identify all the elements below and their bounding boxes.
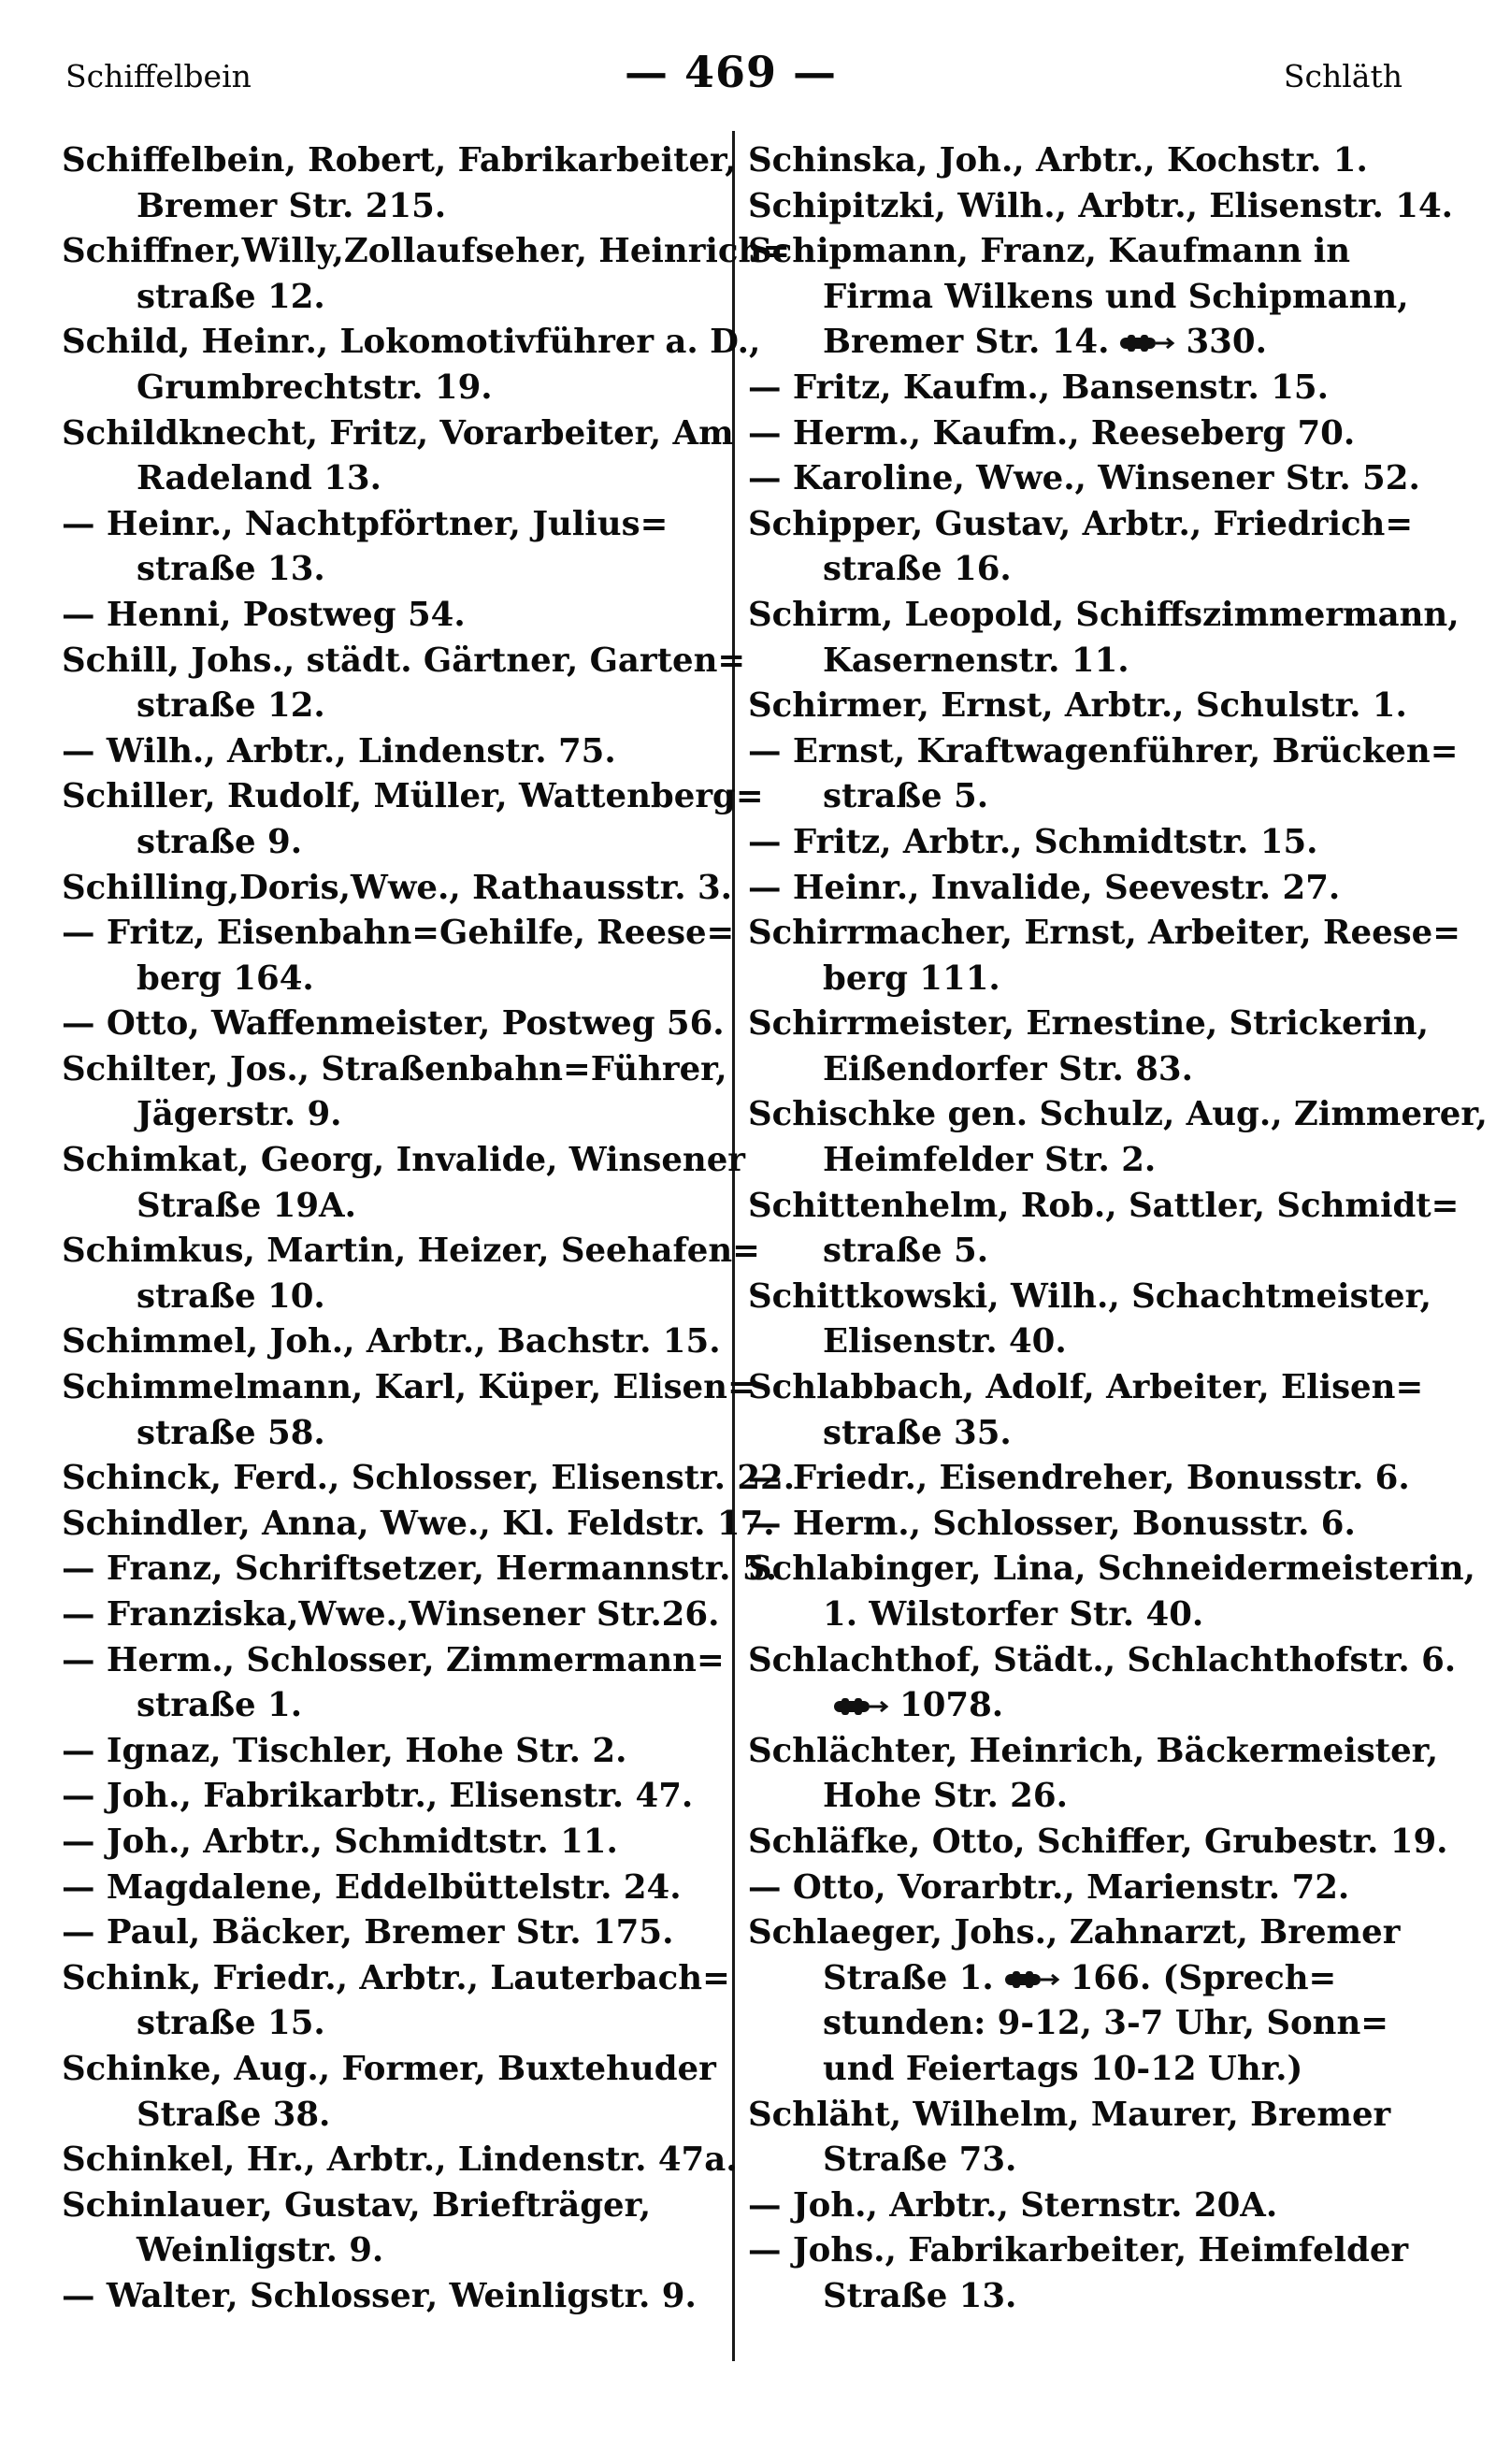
entry-text: Schimmel, Joh., Arbtr., Bachstr. 15.	[62, 1322, 721, 1362]
entry-text: Schischke gen. Schulz, Aug., Zimmerer,	[748, 1095, 1488, 1134]
entry-text: — Wilh., Arbtr., Lindenstr. 75.	[62, 731, 616, 771]
entry-text: 1. Wilstorfer Str. 40.	[823, 1595, 1204, 1634]
entry-text: Schinck, Ferd., Schlosser, Elisenstr. 22.	[62, 1459, 796, 1498]
directory-line	[62, 1910, 722, 1956]
directory-line	[748, 1092, 1488, 1138]
directory-line	[62, 957, 722, 1002]
directory-line	[748, 593, 1460, 639]
directory-line	[62, 184, 722, 230]
directory-line	[62, 1547, 777, 1592]
directory-line	[748, 2047, 1408, 2093]
directory-line	[62, 229, 791, 275]
entry-text: Radeland 13.	[137, 459, 381, 498]
directory-line	[748, 1365, 1424, 1411]
entry-text: Grumbrechtstr. 19.	[137, 367, 493, 407]
header-first-entry: Schiffelbein	[65, 58, 252, 94]
directory-line	[748, 1138, 1408, 1184]
directory-line	[748, 2183, 1408, 2229]
entry-text: Schindler, Anna, Wwe., Kl. Feldstr. 17.	[62, 1504, 775, 1543]
directory-line	[748, 2138, 1408, 2183]
directory-line	[62, 2047, 722, 2093]
entry-text: Schill, Johs., städt. Gärtner, Garten=	[62, 641, 746, 680]
directory-line	[748, 820, 1408, 866]
telephone-icon	[1118, 332, 1176, 354]
directory-line	[748, 1774, 1408, 1820]
entry-text: Schild, Heinr., Lokomotivführer a. D.,	[62, 323, 761, 362]
directory-line	[62, 1820, 722, 1866]
entry-text: Schildknecht, Fritz, Vorarbeiter, Am	[62, 413, 734, 453]
directory-line	[748, 1683, 1408, 1729]
directory-line	[62, 593, 722, 639]
entry-text: — Fritz, Arbtr., Schmidtstr. 15.	[748, 822, 1318, 861]
directory-line	[748, 1638, 1457, 1684]
directory-line	[62, 138, 737, 184]
entry-text: — Herm., Kaufm., Reeseberg 70.	[748, 413, 1356, 453]
directory-line	[62, 729, 722, 775]
entry-text: Schirrmeister, Ernestine, Strickerin,	[748, 1004, 1429, 1044]
directory-line	[62, 2093, 722, 2139]
directory-line	[748, 2228, 1408, 2274]
directory-line	[62, 1866, 722, 1911]
entry-text: Schimkat, Georg, Invalide, Winsener	[62, 1141, 746, 1180]
entry-text: Bremer Str. 215.	[137, 186, 447, 225]
directory-line	[62, 1275, 722, 1320]
entry-text: Schiffner,Willy,Zollaufseher, Heinrich=	[62, 232, 791, 271]
entry-text: straße 35.	[823, 1413, 1012, 1452]
entry-text: straße 15.	[137, 2004, 325, 2043]
directory-line	[748, 1319, 1408, 1365]
entry-text: Hohe Str. 26.	[823, 1777, 1068, 1816]
entry-text: — Friedr., Eisendreher, Bonusstr. 6.	[748, 1459, 1410, 1498]
entry-text: — Herm., Schlosser, Zimmermann=	[62, 1640, 725, 1679]
entry-text: Straße 19A.	[137, 1186, 356, 1225]
directory-line	[62, 275, 722, 321]
directory-line	[748, 1502, 1408, 1548]
directory-line	[748, 866, 1408, 912]
directory-line	[62, 1092, 722, 1138]
directory-line	[748, 229, 1408, 275]
entry-text: Schläfke, Otto, Schiffer, Grubestr. 19.	[748, 1822, 1448, 1861]
entry-text: straße 5.	[823, 777, 989, 816]
entry-text: — Fritz, Kaufm., Bansenstr. 15.	[748, 367, 1329, 407]
entry-text: — Joh., Arbtr., Sternstr. 20A.	[748, 2185, 1278, 2225]
directory-line	[748, 684, 1408, 729]
entry-text: Eißendorfer Str. 83.	[823, 1049, 1193, 1088]
entry-text: straße 13.	[137, 550, 325, 589]
entry-text: — Henni, Postweg 54.	[62, 595, 466, 634]
entry-text: — Karoline, Wwe., Winsener Str. 52.	[748, 459, 1420, 498]
entry-text: Schimkus, Martin, Heizer, Seehafen=	[62, 1232, 760, 1271]
entry-text: Schittkowski, Wilh., Schachtmeister,	[748, 1276, 1432, 1316]
phone-number: 330.	[1186, 323, 1267, 362]
directory-line	[62, 366, 722, 411]
entry-text: straße 12.	[137, 277, 325, 316]
directory-line	[62, 1956, 730, 2002]
directory-line	[748, 1456, 1408, 1502]
entry-text: Schlachthof, Städt., Schlachthofstr. 6.	[748, 1640, 1457, 1679]
entry-text: — Otto, Vorarbtr., Marienstr. 72.	[748, 1867, 1350, 1907]
directory-line	[748, 547, 1408, 593]
directory-line	[748, 2093, 1408, 2139]
directory-line	[62, 820, 722, 866]
page-number: — 469 —	[625, 47, 838, 97]
directory-line	[62, 1729, 722, 1775]
entry-text: Schimmelmann, Karl, Küper, Elisen=	[62, 1368, 755, 1407]
entry-text: — Joh., Fabrikarbtr., Elisenstr. 47.	[62, 1777, 694, 1816]
entry-text: Schinska, Joh., Arbtr., Kochstr. 1.	[748, 141, 1368, 180]
entry-text: Jägerstr. 9.	[137, 1095, 342, 1134]
entry-text: und Feiertags 10-12 Uhr.)	[823, 2049, 1303, 2088]
directory-line	[62, 1774, 722, 1820]
directory-line	[62, 1592, 722, 1638]
directory-line	[748, 1411, 1408, 1457]
entry-text: berg 111.	[823, 958, 1000, 998]
entry-text: Schiffelbein, Robert, Fabrikarbeiter,	[62, 141, 737, 180]
entry-text: — Joh., Arbtr., Schmidtstr. 11.	[62, 1822, 618, 1861]
entry-text: — Franziska,Wwe.,Winsener Str.26.	[62, 1595, 720, 1634]
entry-text: Schinke, Aug., Former, Buxtehuder	[62, 2049, 716, 2088]
entry-text: — Fritz, Eisenbahn=Gehilfe, Reese=	[62, 914, 735, 953]
entry-text: straße 5.	[823, 1232, 989, 1271]
directory-line	[62, 2138, 738, 2183]
directory-line	[748, 1866, 1408, 1911]
entry-text: Straße 73.	[823, 2140, 1017, 2180]
directory-line	[62, 1638, 725, 1684]
telephone-icon	[832, 1695, 890, 1718]
entry-text: Firma Wilkens und Schipmann,	[823, 277, 1409, 316]
directory-line	[748, 957, 1408, 1002]
directory-line	[748, 1001, 1429, 1047]
directory-line	[62, 1229, 760, 1275]
entry-text: — Otto, Waffenmeister, Postweg 56.	[62, 1004, 725, 1044]
entry-text: Schilter, Jos., Straßenbahn=Führer,	[62, 1049, 727, 1088]
directory-line	[748, 1592, 1408, 1638]
directory-line	[62, 1502, 775, 1548]
directory-line	[748, 275, 1408, 321]
directory-line	[748, 2001, 1408, 2047]
entry-text: Schlabinger, Lina, Schneidermeisterin,	[748, 1549, 1475, 1589]
entry-text: Schittenhelm, Rob., Sattler, Schmidt=	[748, 1186, 1460, 1225]
entry-text: straße 12.	[137, 686, 325, 726]
entry-text: Schipper, Gustav, Arbtr., Friedrich=	[748, 504, 1414, 543]
entry-text: straße 10.	[137, 1276, 325, 1316]
telephone-icon	[1003, 1968, 1061, 1991]
directory-line	[62, 866, 733, 912]
entry-text: — Walter, Schlosser, Weinligstr. 9.	[62, 2276, 697, 2315]
directory-line	[62, 2274, 722, 2320]
directory-line	[748, 1229, 1408, 1275]
entry-text: Schlabbach, Adolf, Arbeiter, Elisen=	[748, 1368, 1424, 1407]
directory-line	[62, 411, 734, 457]
phone-number: 166. (Sprech=	[1070, 1958, 1337, 1997]
directory-line	[62, 1184, 722, 1230]
entry-text: Schlaeger, Johs., Zahnarzt, Bremer	[748, 1913, 1401, 1952]
directory-line	[62, 2228, 722, 2274]
directory-line	[62, 911, 735, 957]
entry-text: Schink, Friedr., Arbtr., Lauterbach=	[62, 1958, 730, 1997]
directory-line	[748, 1729, 1439, 1775]
entry-text: Weinligstr. 9.	[137, 2231, 384, 2270]
entry-text: Heimfelder Str. 2.	[823, 1141, 1157, 1180]
entry-text: — Paul, Bäcker, Bremer Str. 175.	[62, 1913, 674, 1952]
entry-text: berg 164.	[137, 958, 314, 998]
directory-line	[748, 729, 1459, 775]
entry-text: Schipitzki, Wilh., Arbtr., Elisenstr. 14.	[748, 186, 1454, 225]
header-last-entry: Schläth	[1283, 58, 1402, 94]
entry-text: — Franz, Schriftsetzer, Hermannstr. 5.	[62, 1549, 777, 1589]
entry-text: — Magdalene, Eddelbüttelstr. 24.	[62, 1867, 682, 1907]
directory-line	[748, 366, 1408, 411]
directory-line	[62, 1319, 722, 1365]
directory-line	[748, 1047, 1408, 1093]
left-column	[62, 138, 796, 2320]
entry-text: Schilling,Doris,Wwe., Rathausstr. 3.	[62, 868, 733, 907]
entry-text: straße 58.	[137, 1413, 325, 1452]
directory-line	[748, 639, 1408, 684]
directory-line	[62, 320, 761, 366]
directory-line	[748, 1956, 1408, 2002]
directory-line	[748, 320, 1408, 366]
right-column	[748, 138, 1488, 2320]
directory-line	[62, 639, 746, 684]
directory-line	[62, 502, 722, 548]
directory-line	[748, 1184, 1460, 1230]
directory-line	[62, 1456, 796, 1502]
entry-text: Schiller, Rudolf, Müller, Wattenberg=	[62, 777, 764, 816]
directory-line	[748, 911, 1461, 957]
page-header	[0, 47, 1496, 103]
directory-line	[748, 2274, 1408, 2320]
entry-text: straße 9.	[137, 822, 303, 861]
directory-line	[62, 684, 722, 729]
directory-line	[748, 138, 1408, 184]
entry-text: stunden: 9-12, 3-7 Uhr, Sonn=	[823, 2004, 1389, 2043]
entry-text: Straße 13.	[823, 2276, 1017, 2315]
entry-text: Schirmer, Ernst, Arbtr., Schulstr. 1.	[748, 686, 1407, 726]
directory-line	[62, 2001, 722, 2047]
entry-text: Schlächter, Heinrich, Bäckermeister,	[748, 1731, 1439, 1770]
entry-text: straße 16.	[823, 550, 1012, 589]
entry-text: Kasernenstr. 11.	[823, 641, 1129, 680]
directory-line	[62, 2183, 722, 2229]
phone-number: 1078.	[899, 1686, 1004, 1725]
entry-text: — Johs., Fabrikarbeiter, Heimfelder	[748, 2231, 1409, 2270]
directory-line	[748, 456, 1420, 502]
directory-line	[748, 1547, 1475, 1592]
directory-line	[62, 547, 722, 593]
directory-line	[748, 184, 1454, 230]
directory-line	[748, 1820, 1448, 1866]
directory-line	[62, 1683, 722, 1729]
entry-text: — Herm., Schlosser, Bonusstr. 6.	[748, 1504, 1356, 1543]
directory-line	[62, 1365, 755, 1411]
entry-text: Straße 38.	[137, 2095, 331, 2134]
entry-text: Elisenstr. 40.	[823, 1322, 1067, 1362]
entry-text: Schipmann, Franz, Kaufmann in	[748, 232, 1351, 271]
entry-text: Schinkel, Hr., Arbtr., Lindenstr. 47a.	[62, 2140, 738, 2180]
directory-line	[62, 774, 764, 820]
directory-line	[62, 1047, 727, 1093]
directory-line	[748, 502, 1414, 548]
entry-text: — Ernst, Kraftwagenführer, Brücken=	[748, 731, 1459, 771]
directory-line	[62, 456, 722, 502]
entry-text: Schinlauer, Gustav, Briefträger,	[62, 2185, 652, 2225]
directory-line	[748, 1275, 1432, 1320]
directory-line	[62, 1001, 725, 1047]
directory-line	[62, 1411, 722, 1457]
entry-text: — Ignaz, Tischler, Hohe Str. 2.	[62, 1731, 627, 1770]
directory-line	[748, 774, 1408, 820]
entry-text: straße 1.	[137, 1686, 303, 1725]
entry-text: Schläht, Wilhelm, Maurer, Bremer	[748, 2095, 1391, 2134]
entry-text: Schirrmacher, Ernst, Arbeiter, Reese=	[748, 914, 1461, 953]
entry-text: Schirm, Leopold, Schiffszimmermann,	[748, 595, 1460, 634]
entry-text: — Heinr., Invalide, Seevestr. 27.	[748, 868, 1341, 907]
entry-text: Bremer Str. 14.	[823, 323, 1110, 362]
directory-line	[748, 411, 1408, 457]
entry-text: — Heinr., Nachtpförtner, Julius=	[62, 504, 669, 543]
directory-line	[748, 1910, 1408, 1956]
entry-text: Straße 1.	[823, 1958, 994, 1997]
directory-line	[62, 1138, 746, 1184]
